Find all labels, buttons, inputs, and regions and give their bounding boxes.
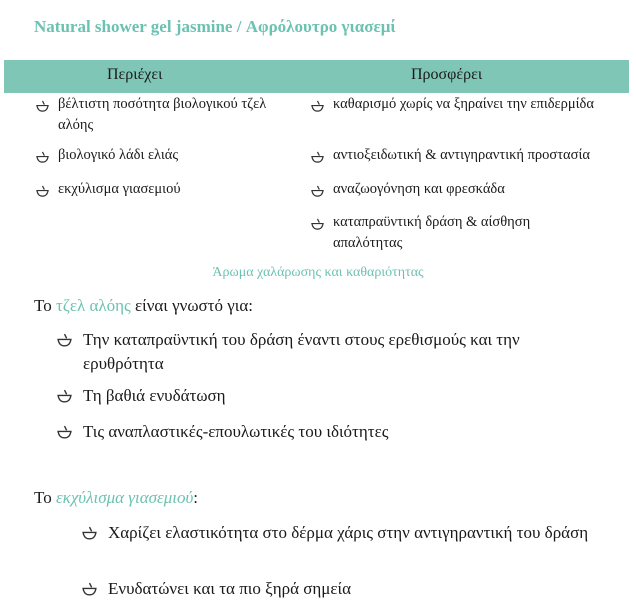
- jasmine-highlight: εκχύλισμα γιασεμιού: [55, 488, 194, 507]
- mortar-bowl-icon: [82, 577, 108, 601]
- mortar-bowl-icon: [311, 94, 333, 115]
- list-item: Τη βαθιά ενυδάτωση: [57, 384, 577, 408]
- list-item: καταπραϋντική δράση & αίσθηση απαλότητας: [311, 212, 576, 254]
- list-item: Την καταπραϋντική του δράση έναντι στους ερεθισμούς και την ερυθρότητα: [57, 328, 577, 376]
- list-item: αντιοξειδωτική & αντιγηραντική προστασία: [311, 145, 629, 166]
- mortar-bowl-icon: [36, 94, 58, 136]
- table-header-band: [4, 60, 629, 93]
- mortar-bowl-icon: [82, 521, 108, 545]
- mortar-bowl-icon: [57, 384, 83, 408]
- aloe-intro: Το τζελ αλόης είναι γνωστό για:: [34, 296, 253, 315]
- list-item: εκχύλισμα γιασεμιού: [36, 179, 276, 200]
- subtitle: Άρωμα χαλάρωσης και καθαριότητας: [212, 265, 424, 280]
- page-title: Natural shower gel jasmine / Αφρόλουτρο γιασεμί: [34, 17, 396, 36]
- mortar-bowl-icon: [311, 212, 333, 254]
- list-item: βέλτιστη ποσότητα βιολογικού τζελ αλόης: [36, 94, 276, 136]
- mortar-bowl-icon: [57, 328, 83, 376]
- mortar-bowl-icon: [57, 420, 83, 444]
- list-item: αναζωογόνηση και φρεσκάδα: [311, 179, 601, 200]
- header-offers: Προσφέρει: [411, 66, 483, 83]
- header-contains: Περιέχει: [107, 66, 163, 83]
- mortar-bowl-icon: [311, 179, 333, 200]
- list-item: Ενυδατώνει και τα πιο ξηρά σημεία: [82, 577, 592, 601]
- mortar-bowl-icon: [311, 145, 333, 166]
- mortar-bowl-icon: [36, 145, 58, 166]
- list-item: καθαρισμό χωρίς να ξηραίνει την επιδερμίδα: [311, 94, 601, 115]
- list-item: βιολογικό λάδι ελιάς: [36, 145, 276, 166]
- aloe-highlight: τζελ αλόης: [55, 296, 131, 315]
- list-item: Χαρίζει ελαστικότητα στο δέρμα χάρις στην αντιγηραντική του δράση: [82, 521, 592, 545]
- mortar-bowl-icon: [36, 179, 58, 200]
- jasmine-intro: Το εκχύλισμα γιασεμιού:: [34, 488, 199, 507]
- list-item: Τις αναπλαστικές-επουλωτικές του ιδιότητες: [57, 420, 577, 444]
